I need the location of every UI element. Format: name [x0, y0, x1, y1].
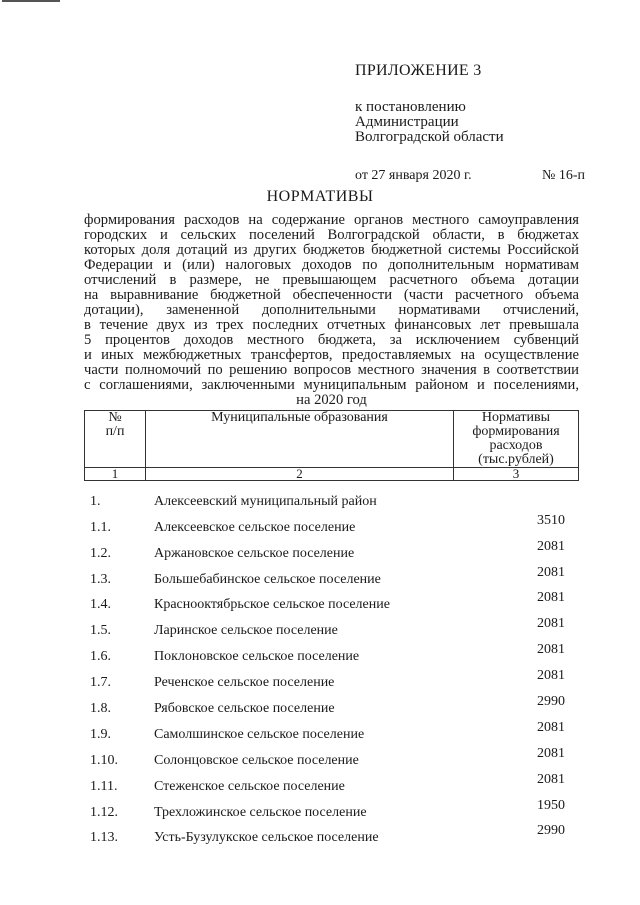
header-col-municipality: Муниципальные образования — [146, 411, 454, 468]
appendix-date: от 27 января 2020 г. — [355, 168, 472, 183]
row-norm-value: 2081 — [537, 719, 565, 735]
document-title: НОРМАТИВЫ — [266, 188, 374, 205]
row-number: 1.6. — [90, 649, 111, 665]
row-number: 1.7. — [90, 675, 111, 691]
subtitle-line: с соглашениями, заключенными муниципальным районом и поселениями, — [84, 377, 579, 393]
row-norm-value: 2081 — [537, 538, 565, 554]
row-number: 1.9. — [90, 726, 111, 742]
row-number: 1.10. — [90, 752, 118, 768]
row-number: 1. — [90, 493, 101, 509]
table-row — [84, 795, 579, 821]
row-municipality: Краснооктябрьское сельское поселение — [154, 597, 390, 613]
row-municipality: Алексеевский муниципальный район — [154, 493, 377, 509]
row-norm-value: 2990 — [537, 823, 565, 839]
table-header — [84, 410, 579, 481]
row-norm-value: 2081 — [537, 771, 565, 787]
subtitle-line: отчислений в размере, не превышающем расчетного объема дотации — [84, 272, 579, 288]
row-number: 1.13. — [90, 830, 118, 846]
row-number: 1.4. — [90, 597, 111, 613]
row-number: 1.11. — [90, 778, 118, 794]
row-norm-value: 2081 — [537, 745, 565, 761]
subtitle-year: на 2020 год — [296, 392, 367, 408]
header-col-norms: Нормативы формирования расходов (тыс.рублей) — [454, 411, 579, 468]
row-norm-value: 2081 — [537, 590, 565, 606]
row-number: 1.12. — [90, 804, 118, 820]
subtitle-line: 5 процентов доходов местного бюджета, за исключением субвенций — [84, 332, 579, 348]
table-body — [84, 484, 579, 846]
row-norm-value: 2081 — [537, 616, 565, 632]
subtitle-line: формирования расходов на содержание органов местного самоуправления — [84, 212, 579, 228]
row-municipality: Ларинское сельское поселение — [154, 623, 338, 639]
row-municipality: Рябовское сельское поселение — [154, 701, 335, 717]
table-row — [84, 613, 579, 639]
subtitle-line: на выравнивание бюджетной обеспеченности (части расчетного объема — [84, 287, 579, 303]
row-municipality: Алексеевское сельское поселение — [154, 519, 356, 535]
header-num-3: 3 — [454, 468, 579, 481]
header-num-2: 2 — [146, 468, 454, 481]
subtitle-line: которых доля дотаций из других бюджетов бюджетной системы Российской — [84, 242, 579, 258]
appendix-number: № 16-п — [541, 168, 585, 183]
table-row — [84, 536, 579, 562]
row-municipality: Реченское сельское поселение — [154, 675, 335, 691]
subtitle-line: части полномочий по решению вопросов местного значения в соответствии — [84, 362, 579, 378]
table-row — [84, 639, 579, 665]
row-norm-value: 3510 — [537, 512, 565, 528]
appendix-line: к постановлению — [355, 99, 466, 115]
scan-edge-mark — [2, 0, 60, 2]
table-row — [84, 717, 579, 743]
table-row — [84, 588, 579, 614]
table-row — [84, 743, 579, 769]
row-norm-value: 2081 — [537, 564, 565, 580]
subtitle-line: дотации), замененной дополнительными нормативами отчислений, — [84, 302, 579, 318]
subtitle-line: городских и сельских поселений Волгоградской области, в бюджетах — [84, 227, 579, 243]
table-row — [84, 769, 579, 795]
document-subtitle — [84, 213, 579, 408]
table-row — [84, 484, 579, 510]
row-norm-value: 1950 — [537, 797, 565, 813]
table-row — [84, 665, 579, 691]
table-row — [84, 510, 579, 536]
row-number: 1.3. — [90, 571, 111, 587]
row-number: 1.2. — [90, 545, 111, 561]
row-municipality: Трехложинское сельское поселение — [154, 804, 367, 820]
table-row — [84, 562, 579, 588]
table-row — [84, 821, 579, 847]
header-col-number: № п/п — [85, 411, 146, 468]
row-number: 1.8. — [90, 701, 111, 717]
subtitle-line: в течение двух из трех последних отчетных финансовых лет превышала — [84, 317, 579, 333]
appendix-date-row — [355, 168, 585, 184]
row-municipality: Большебабинское сельское поселение — [154, 571, 381, 587]
appendix-title: ПРИЛОЖЕНИЕ 3 — [355, 62, 482, 79]
appendix-line: Волгоградской области — [355, 129, 504, 145]
row-municipality: Стеженское сельское поселение — [154, 778, 345, 794]
appendix-line: Администрации — [355, 114, 459, 130]
row-norm-value: 2081 — [537, 668, 565, 684]
header-num-1: 1 — [85, 468, 146, 481]
row-number: 1.1. — [90, 519, 111, 535]
appendix-block — [355, 62, 585, 184]
subtitle-line: Федерации и (или) налоговых доходов по дополнительным нормативам — [84, 257, 579, 273]
row-municipality: Поклоновское сельское поселение — [154, 649, 360, 665]
subtitle-line: и иных межбюджетных трансфертов, предоставляемых на осуществление — [84, 347, 579, 363]
row-norm-value: 2990 — [537, 694, 565, 710]
row-number: 1.5. — [90, 623, 111, 639]
row-municipality: Аржановское сельское поселение — [154, 545, 355, 561]
row-municipality: Солонцовское сельское поселение — [154, 752, 359, 768]
table-row — [84, 691, 579, 717]
row-norm-value: 2081 — [537, 642, 565, 658]
row-municipality: Самолшинское сельское поселение — [154, 726, 365, 742]
row-municipality: Усть-Бузулукское сельское поселение — [154, 830, 379, 846]
